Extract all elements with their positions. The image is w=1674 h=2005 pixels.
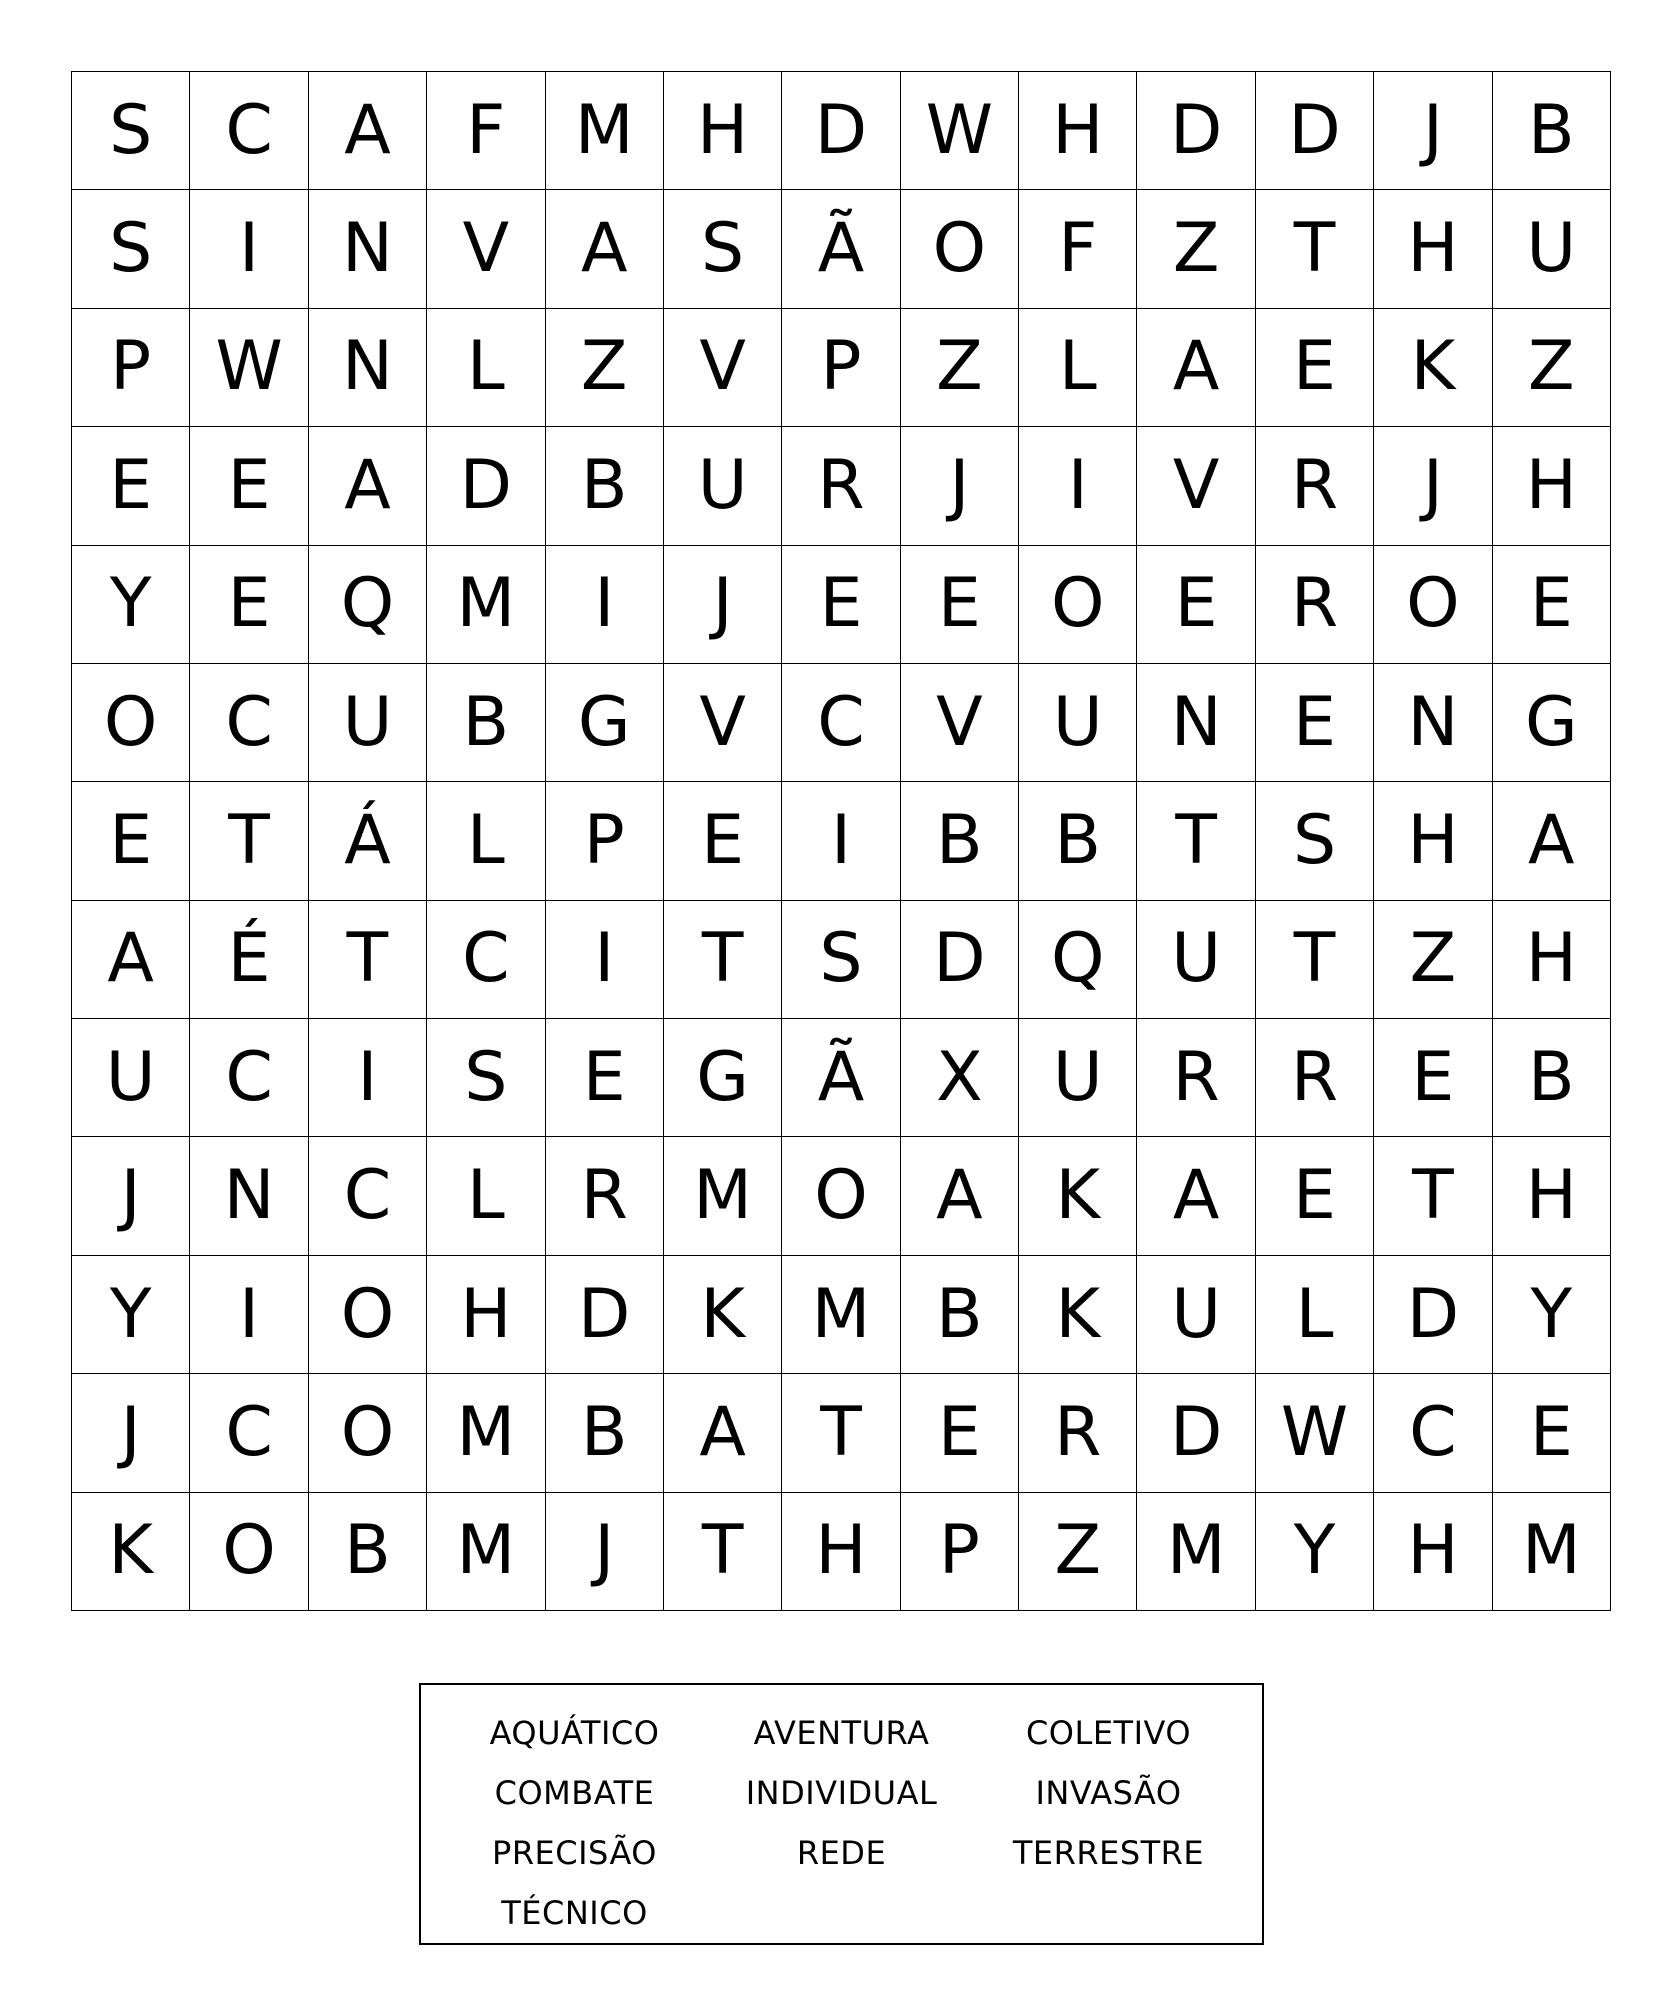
grid-cell[interactable]: N (1374, 664, 1492, 782)
grid-cell[interactable]: C (190, 1019, 308, 1137)
grid-cell[interactable]: U (309, 664, 427, 782)
word-list-item: TÉCNICO (501, 1894, 648, 1932)
grid-cell[interactable]: E (1256, 309, 1374, 427)
grid-cell[interactable]: K (664, 1256, 782, 1374)
grid-cell[interactable]: Q (1019, 901, 1137, 1019)
grid-cell[interactable]: Z (901, 309, 1019, 427)
grid-cell[interactable]: O (782, 1137, 900, 1255)
grid-cell[interactable]: O (72, 664, 190, 782)
grid-cell[interactable]: J (1374, 427, 1492, 545)
grid-cell[interactable]: S (664, 190, 782, 308)
grid-cell[interactable]: B (546, 427, 664, 545)
grid-cell[interactable]: S (72, 72, 190, 190)
grid-cell[interactable]: J (72, 1374, 190, 1492)
grid-cell[interactable]: R (782, 427, 900, 545)
grid-cell[interactable]: M (782, 1256, 900, 1374)
grid-cell[interactable]: G (546, 664, 664, 782)
grid-cell[interactable]: J (1374, 72, 1492, 190)
grid-cell[interactable]: Z (1137, 190, 1255, 308)
grid-cell[interactable]: H (664, 72, 782, 190)
grid-cell[interactable]: E (901, 1374, 1019, 1492)
grid-cell[interactable]: J (664, 546, 782, 664)
grid-cell[interactable]: B (1493, 1019, 1611, 1137)
grid-cell[interactable]: T (1374, 1137, 1492, 1255)
grid-cell[interactable]: B (901, 1256, 1019, 1374)
grid-cell[interactable]: E (664, 782, 782, 900)
grid-cell[interactable]: L (1256, 1256, 1374, 1374)
grid-cell[interactable]: R (1256, 427, 1374, 545)
word-list-item: PRECISÃO (492, 1834, 657, 1872)
grid-cell[interactable]: P (72, 309, 190, 427)
grid-cell[interactable]: E (782, 546, 900, 664)
grid-cell[interactable]: U (1019, 1019, 1137, 1137)
grid-cell[interactable]: O (309, 1256, 427, 1374)
grid-cell[interactable]: K (1374, 309, 1492, 427)
grid-cell[interactable]: E (190, 546, 308, 664)
word-list-item: TERRESTRE (1012, 1834, 1205, 1872)
grid-cell[interactable]: J (901, 427, 1019, 545)
grid-cell[interactable]: Y (72, 546, 190, 664)
grid-cell[interactable]: Z (546, 309, 664, 427)
grid-cell[interactable]: G (664, 1019, 782, 1137)
grid-cell[interactable]: V (664, 309, 782, 427)
word-list-item: AQUÁTICO (489, 1714, 660, 1752)
grid-cell[interactable]: U (1137, 1256, 1255, 1374)
grid-cell[interactable]: R (1256, 546, 1374, 664)
grid-cell[interactable]: B (427, 664, 545, 782)
grid-cell[interactable]: A (1137, 309, 1255, 427)
grid-cell[interactable]: L (427, 309, 545, 427)
grid-cell[interactable]: M (427, 1374, 545, 1492)
grid-cell[interactable]: D (901, 901, 1019, 1019)
grid-cell[interactable]: D (782, 72, 900, 190)
grid-cell[interactable]: H (1493, 1137, 1611, 1255)
grid-cell[interactable]: C (1374, 1374, 1492, 1492)
grid-cell[interactable]: U (1019, 664, 1137, 782)
grid-cell[interactable]: V (1137, 427, 1255, 545)
grid-cell[interactable]: Á (309, 782, 427, 900)
grid-cell[interactable]: D (1374, 1256, 1492, 1374)
grid-cell[interactable]: E (1374, 1019, 1492, 1137)
grid-cell[interactable]: E (1493, 546, 1611, 664)
grid-cell[interactable]: G (1493, 664, 1611, 782)
grid-cell[interactable]: E (1493, 1374, 1611, 1492)
grid-cell[interactable]: Y (1256, 1493, 1374, 1611)
grid-cell[interactable]: T (1137, 782, 1255, 900)
grid-cell[interactable]: L (427, 1137, 545, 1255)
grid-cell[interactable]: C (427, 901, 545, 1019)
grid-cell[interactable]: T (190, 782, 308, 900)
grid-cell[interactable]: P (546, 782, 664, 900)
grid-cell[interactable]: F (1019, 190, 1137, 308)
grid-cell[interactable]: T (1256, 190, 1374, 308)
grid-cell[interactable]: H (1019, 72, 1137, 190)
grid-cell[interactable]: H (1374, 1493, 1492, 1611)
grid-cell[interactable]: É (190, 901, 308, 1019)
grid-cell[interactable]: Ã (782, 190, 900, 308)
grid-cell[interactable]: C (190, 664, 308, 782)
grid-cell[interactable]: I (782, 782, 900, 900)
grid-cell[interactable]: P (782, 309, 900, 427)
grid-cell[interactable]: H (782, 1493, 900, 1611)
grid-cell[interactable]: N (309, 309, 427, 427)
grid-cell[interactable]: K (72, 1493, 190, 1611)
grid-cell[interactable]: A (664, 1374, 782, 1492)
grid-cell[interactable]: T (1256, 901, 1374, 1019)
grid-cell[interactable]: I (1019, 427, 1137, 545)
grid-cell[interactable]: W (901, 72, 1019, 190)
grid-cell[interactable]: S (427, 1019, 545, 1137)
word-list-item: COLETIVO (1025, 1714, 1192, 1752)
word-list-item: COMBATE (494, 1774, 655, 1812)
grid-cell[interactable]: W (1256, 1374, 1374, 1492)
grid-cell[interactable]: B (901, 782, 1019, 900)
grid-cell[interactable]: O (1019, 546, 1137, 664)
grid-cell[interactable]: D (1137, 72, 1255, 190)
grid-cell[interactable]: A (901, 1137, 1019, 1255)
grid-cell[interactable]: T (664, 901, 782, 1019)
grid-cell[interactable]: Z (1493, 309, 1611, 427)
grid-cell[interactable]: J (72, 1137, 190, 1255)
grid-cell[interactable]: U (1493, 190, 1611, 308)
grid-cell[interactable]: T (782, 1374, 900, 1492)
grid-cell[interactable]: A (72, 901, 190, 1019)
grid-cell[interactable]: M (427, 546, 545, 664)
grid-cell[interactable]: X (901, 1019, 1019, 1137)
grid-cell[interactable]: H (1374, 782, 1492, 900)
grid-cell[interactable]: S (72, 190, 190, 308)
grid-cell[interactable]: R (1137, 1019, 1255, 1137)
grid-cell[interactable]: S (1256, 782, 1374, 900)
grid-cell[interactable]: A (309, 427, 427, 545)
grid-cell[interactable]: Z (1019, 1493, 1137, 1611)
grid-cell[interactable]: V (664, 664, 782, 782)
grid-cell[interactable]: S (782, 901, 900, 1019)
grid-cell[interactable]: P (901, 1493, 1019, 1611)
grid-cell[interactable]: M (1493, 1493, 1611, 1611)
word-list-item: INVASÃO (1035, 1774, 1182, 1812)
grid-cell[interactable]: E (72, 427, 190, 545)
word-search-grid (71, 71, 1611, 1611)
grid-cell[interactable]: R (1256, 1019, 1374, 1137)
grid-cell[interactable]: L (427, 782, 545, 900)
grid-cell[interactable]: T (309, 901, 427, 1019)
grid-cell[interactable]: M (427, 1493, 545, 1611)
grid-cell[interactable]: H (1374, 190, 1492, 308)
grid-cell[interactable]: C (190, 1374, 308, 1492)
grid-cell[interactable]: U (1137, 901, 1255, 1019)
word-list (419, 1683, 1264, 1945)
grid-cell[interactable]: O (309, 1374, 427, 1492)
grid-cell[interactable]: D (546, 1256, 664, 1374)
grid-cell[interactable]: O (190, 1493, 308, 1611)
grid-cell[interactable]: E (1137, 546, 1255, 664)
grid-cell[interactable]: I (546, 546, 664, 664)
grid-cell[interactable]: D (1256, 72, 1374, 190)
grid-cell[interactable]: T (664, 1493, 782, 1611)
grid-cell[interactable]: Y (1493, 1256, 1611, 1374)
grid-cell[interactable]: B (1019, 782, 1137, 900)
grid-cell[interactable]: E (901, 546, 1019, 664)
grid-cell[interactable]: B (309, 1493, 427, 1611)
grid-cell[interactable]: N (309, 190, 427, 308)
grid-cell[interactable]: Q (309, 546, 427, 664)
grid-cell[interactable]: A (1137, 1137, 1255, 1255)
grid-cell[interactable]: H (1493, 427, 1611, 545)
word-list-item: AVENTURA (753, 1714, 930, 1752)
grid-cell[interactable]: A (546, 190, 664, 308)
grid-cell[interactable]: K (1019, 1137, 1137, 1255)
grid-cell[interactable]: C (782, 664, 900, 782)
grid-cell[interactable]: I (546, 901, 664, 1019)
grid-cell[interactable]: N (190, 1137, 308, 1255)
grid-cell[interactable]: Y (72, 1256, 190, 1374)
grid-cell[interactable]: E (72, 782, 190, 900)
grid-cell[interactable]: Ã (782, 1019, 900, 1137)
grid-cell[interactable]: C (309, 1137, 427, 1255)
grid-cell[interactable]: D (1137, 1374, 1255, 1492)
word-list-item: REDE (796, 1834, 887, 1872)
grid-cell[interactable]: H (1493, 901, 1611, 1019)
grid-cell[interactable]: E (1256, 664, 1374, 782)
grid-cell[interactable]: M (1137, 1493, 1255, 1611)
grid-cell[interactable]: U (664, 427, 782, 545)
grid-cell[interactable]: A (309, 72, 427, 190)
grid-cell[interactable]: U (72, 1019, 190, 1137)
grid-cell[interactable]: W (190, 309, 308, 427)
grid-cell[interactable]: R (1019, 1374, 1137, 1492)
grid-cell[interactable]: E (190, 427, 308, 545)
grid-cell[interactable]: D (427, 427, 545, 545)
grid-cell[interactable]: B (546, 1374, 664, 1492)
grid-cell[interactable]: B (1493, 72, 1611, 190)
grid-cell[interactable]: O (1374, 546, 1492, 664)
grid-cell[interactable]: V (427, 190, 545, 308)
grid-cell[interactable]: A (1493, 782, 1611, 900)
grid-cell[interactable]: M (664, 1137, 782, 1255)
grid-cell[interactable]: I (190, 190, 308, 308)
grid-cell[interactable]: H (427, 1256, 545, 1374)
grid-cell[interactable]: I (309, 1019, 427, 1137)
grid-cell[interactable]: L (1019, 309, 1137, 427)
grid-cell[interactable]: O (901, 190, 1019, 308)
grid-cell[interactable]: R (546, 1137, 664, 1255)
grid-cell[interactable]: M (546, 72, 664, 190)
grid-cell[interactable]: J (546, 1493, 664, 1611)
grid-cell[interactable]: I (190, 1256, 308, 1374)
grid-cell[interactable]: Z (1374, 901, 1492, 1019)
grid-cell[interactable]: E (546, 1019, 664, 1137)
word-list-item: INDIVIDUAL (745, 1774, 938, 1812)
grid-cell[interactable]: N (1137, 664, 1255, 782)
grid-cell[interactable]: V (901, 664, 1019, 782)
grid-cell[interactable]: C (190, 72, 308, 190)
grid-cell[interactable]: K (1019, 1256, 1137, 1374)
grid-cell[interactable]: F (427, 72, 545, 190)
grid-cell[interactable]: E (1256, 1137, 1374, 1255)
